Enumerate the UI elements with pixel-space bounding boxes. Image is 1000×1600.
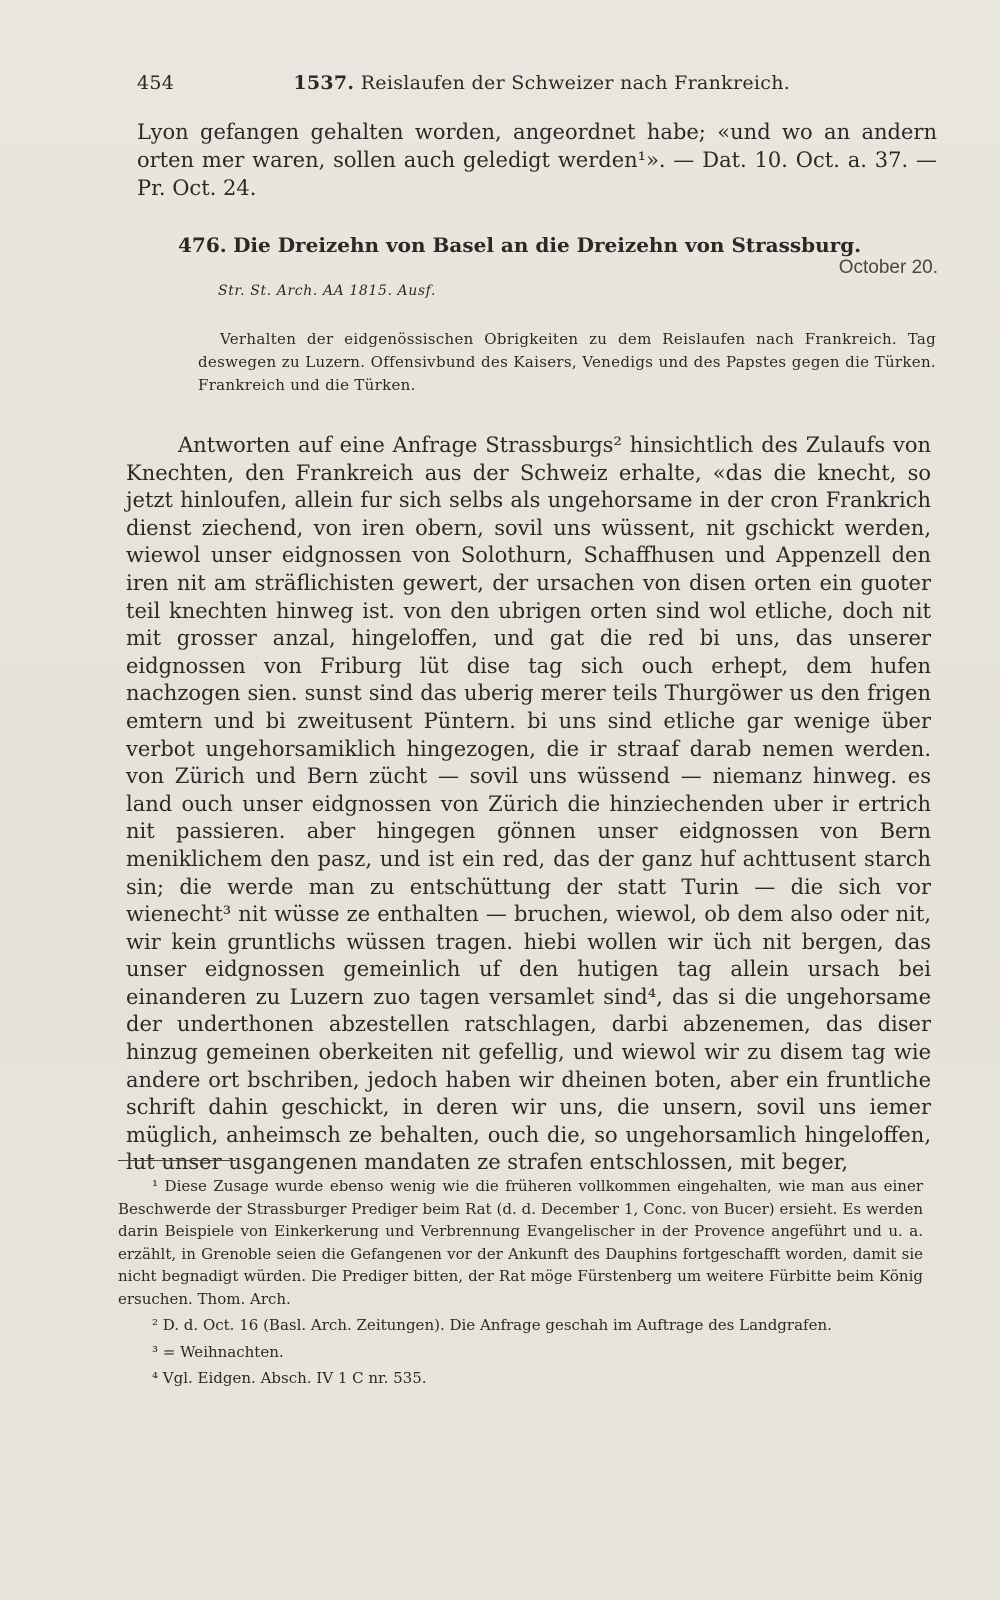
footnote-rule	[118, 1160, 236, 1161]
document-number: 476.	[178, 233, 227, 257]
footnote-3: ³ = Weihnachten.	[152, 1342, 284, 1361]
running-head	[137, 72, 937, 94]
page-number: 454	[137, 72, 175, 94]
footnote-4: ⁴ Vgl. Eidgen. Absch. IV 1 C nr. 535.	[152, 1369, 427, 1387]
document-heading	[178, 233, 938, 279]
footnote-2: ² D. d. Oct. 16 (Basl. Arch. Zeitungen). Die Anfrage geschah im Auftrage des Landgrafen.	[152, 1316, 832, 1334]
footnote-1: ¹ Diese Zusage wurde ebenso wenig wie die früheren vollkommen eingehalten, wie man aus einer Beschwerde der Strassburger Prediger beim Rat (d. d. December 1, Conc. von Bucer) ersieht. Es werden darin Beispiele von Einkerkerung und Verbrennung Evangelischer in der Provence angeführt und u. a. erzählt, in Grenoble seien die Gefangenen vor der Ankunft des Dauphins fortgeschafft worden, damit sie nicht begnadigt würden. Die Prediger bitten, der Rat möge Fürstenberg um weitere Fürbitte beim König ersuchen. Thom. Arch.	[118, 1177, 923, 1308]
footnotes	[118, 1175, 923, 1394]
document-summary: Verhalten der eidgenössischen Obrigkeiten zu dem Reislaufen nach Frankreich. Tag deswegen zu Luzern. Offensivbund des Kaisers, Venedigs und des Papstes gegen die Türken. Frankreich und die Türken.	[198, 330, 936, 394]
body-paragraph: Antworten auf eine Anfrage Strassburgs² hinsichtlich des Zulaufs von Knechten, den Frankreich aus der Schweiz erhalte, «das die knecht, so jetzt hinloufen, allein fur sich selbs als ungehorsame in der cron Frankrich dienst ziechend, von iren obern, sovil uns wüssent, nit gschickt werden, wiewol unser eidgnossen von Solothurn, Schaffhusen und Appenzell den iren nit am sträflichisten gewert, der ursachen von disen orten ein guoter teil knechten hinweg ist. von den ubrigen orten sind wol etliche, doch nit mit grosser anzal, hingeloffen, und gat die red bi uns, das unserer eidgnossen von Friburg lüt dise tag sich ouch erhept, dem hufen nachzogen sien. sunst sind das uberig merer teils Thurgöwer us den frigen emtern und bi zweitusent Püntern. bi uns sind etliche gar wenige über verbot ungehorsamiklich hingezogen, die ir straaf darab nemen werden. von Zürich und Bern zücht — sovil uns wüssend — niemanz hinweg. es land ouch unser eidgnossen von Zürich die hinziechenden uber ir ertrich nit passieren. aber hingegen gönnen unser eidgnossen von Bern meniklichem den pasz, und ist ein red, das der ganz huf achttusent starch sin; die werde man zu entschüttung der statt Turin — die sich vor wienecht³ nit wüsse ze enthalten — bruchen, wiewol, ob dem also oder nit, wir kein gruntlichs wüssen tragen. hiebi wollen wir üch nit bergen, das unser eidgnossen gemeinlich uf den hutigen tag allein ursach bei einanderen zu Luzern zuo tagen versamlet sind⁴, das si die ungehorsame der underthonen abzestellen ratschlagen, darbi abzenemen, das diser hinzug gemeinen oberkeiten nit gefellig, und wiewol wir zu disem tag wie andere ort bschriben, jedoch haben wir dheinen boten, aber ein fruntliche schrift dahin geschickt, in deren wir uns, die unsern, sovil uns iemer müglich, anheimsch ze behalten, ouch die, so ungehorsamlich hingeloffen, lut unser usgangenen mandaten ze strafen entschlossen, mit beger,	[126, 433, 931, 1175]
continuation-paragraph: Lyon gefangen gehalten worden, angeordnet habe; «und wo an andern orten mer waren, sollen auch geledigt werden¹». — Dat. 10. Oct. a. 37. — Pr. Oct. 24.	[137, 120, 937, 200]
running-head-title: Reislaufen der Schweizer nach Frankreich.	[360, 72, 791, 94]
section-year: 1537.	[293, 72, 355, 94]
archive-source: Str. St. Arch. AA 1815. Ausf.	[218, 283, 436, 299]
document-title: Die Dreizehn von Basel an die Dreizehn von Strassburg.	[233, 233, 862, 257]
document-date: October 20.	[838, 257, 938, 278]
